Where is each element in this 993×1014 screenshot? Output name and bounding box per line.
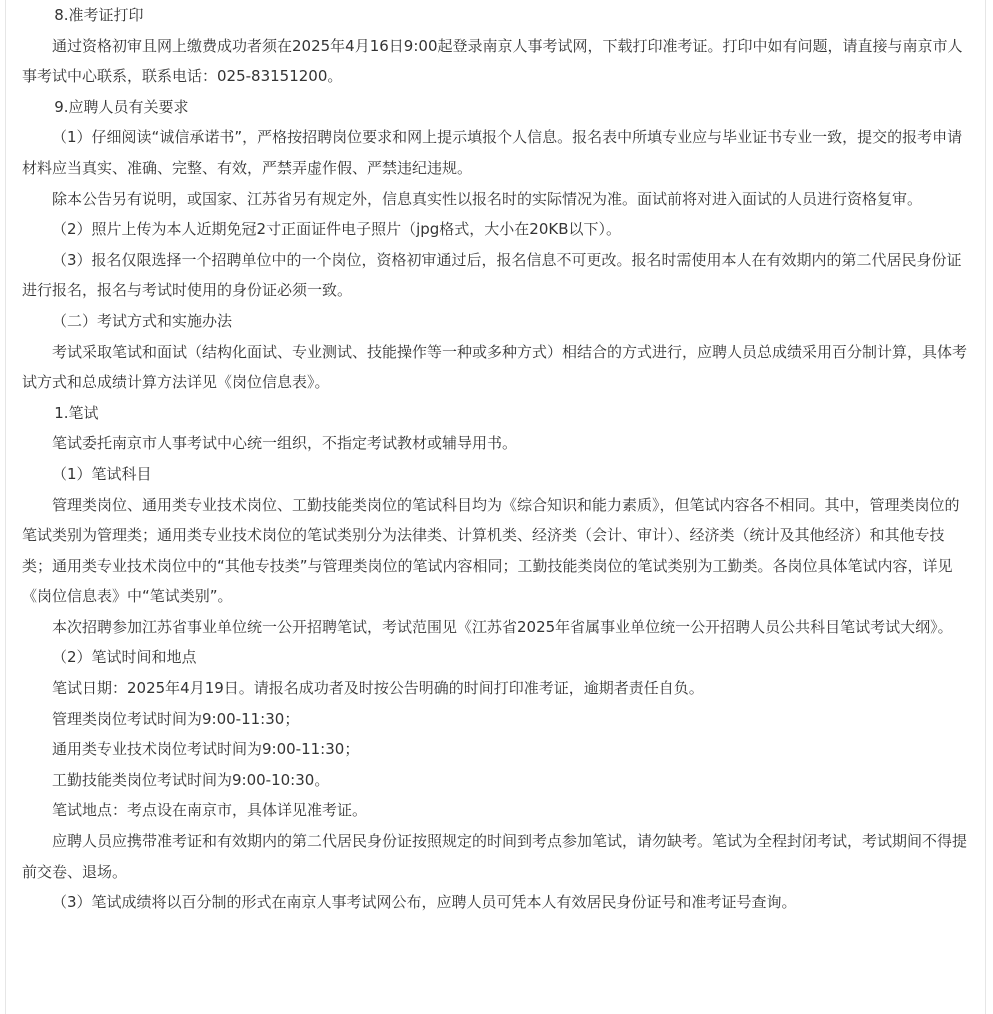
article-body	[22, 0, 972, 918]
paragraph-technical-exam-time: 通用类专业技术岗位考试时间为9:00-11:30；	[52, 740, 360, 759]
paragraph-exam-date: 笔试日期：2025年4月19日。请报名成功者及时按公告明确的时间打印准考证，逾期者责任自负。	[52, 679, 704, 698]
paragraph-skilled-worker-exam-time: 工勤技能类岗位考试时间为9:00-10:30。	[52, 770, 330, 789]
paragraph-exam-location: 笔试地点：考点设在南京市，具体详见准考证。	[52, 801, 368, 820]
section-heading-exam-time-place: （2）笔试时间和地点	[52, 648, 197, 667]
paragraph-written-exam-organizer: 笔试委托南京市人事考试中心统一组织，不指定考试教材或辅导用书。	[52, 434, 518, 453]
section-heading-exam-subjects: （1）笔试科目	[52, 464, 152, 483]
paragraph-requirement-3: （3）报名仅限选择一个招聘单位中的一个岗位，资格初审通过后，报名信息不可更改。报名时需使用本人在有效期内的第二代居民身份证进行报名，报名与考试时使用的身份证必须一致。	[22, 250, 962, 300]
section-heading-applicant-requirements: 9.应聘人员有关要求	[54, 97, 189, 116]
paragraph-exam-attendance-rules: 应聘人员应携带准考证和有效期内的第二代居民身份证按照规定的时间到考点参加笔试，请勿缺考。笔试为全程封闭考试，考试期间不得提前交卷、退场。	[22, 832, 968, 881]
paragraph-exam-results: （3）笔试成绩将以百分制的形式在南京人事考试网公布，应聘人员可凭本人有效居民身份证号和准考证号查询。	[52, 893, 797, 912]
paragraph-exam-subjects: 管理类岗位、通用类专业技术岗位、工勤技能类岗位的笔试科目均为《综合知识和能力素质》，但笔试内容各不相同。其中，管理类岗位的笔试类别为管理类；通用类专业技术岗位的笔试类别分为法律类、计算机类、经济类（会计、审计）、经济类（统计及其他经济）和其他专技类；通用类专业技术岗位中的“其他专技类”与管理类岗位的笔试内容相同；工勤技能类岗位的笔试类别为工勤类。各岗位具体笔试内容，详见《岗位信息表》中“笔试类别”。	[22, 495, 960, 606]
section-heading-admission-ticket: 8.准考证打印	[54, 6, 144, 24]
section-heading-written-exam: 1.笔试	[54, 403, 99, 422]
paragraph-information-authenticity: 除本公告另有说明，或国家、江苏省另有规定外，信息真实性以报名时的实际情况为准。面试前将对进入面试的人员进行资格复审。	[52, 189, 923, 208]
paragraph-requirement-1: （1）仔细阅读“诚信承诺书”，严格按招聘岗位要求和网上提示填报个人信息。报名表中所填专业应与毕业证书专业一致，提交的报考申请材料应当真实、准确、完整、有效，严禁弄虚作假、严禁违纪违规。	[22, 128, 963, 177]
paragraph-management-exam-time: 管理类岗位考试时间为9:00-11:30；	[52, 709, 300, 728]
section-heading-exam-method: （二）考试方式和实施办法	[52, 311, 233, 330]
paragraph-exam-scope: 本次招聘参加江苏省事业单位统一公开招聘笔试，考试范围见《江苏省2025年省属事业单位统一公开招聘人员公共科目笔试考试大纲》。	[52, 617, 953, 636]
paragraph-exam-method: 考试采取笔试和面试（结构化面试、专业测试、技能操作等一种或多种方式）相结合的方式进行，应聘人员总成绩采用百分制计算，具体考试方式和总成绩计算方法详见《岗位信息表》。	[22, 342, 968, 392]
paragraph-admission-ticket: 通过资格初审且网上缴费成功者须在2025年4月16日9:00起登录南京人事考试网，下载打印准考证。打印中如有问题，请直接与南京市人事考试中心联系，联系电话：025-83151200。	[22, 36, 963, 86]
paragraph-requirement-2: （2）照片上传为本人近期免冠2寸正面证件电子照片（jpg格式，大小在20KB以下）。	[52, 220, 622, 239]
